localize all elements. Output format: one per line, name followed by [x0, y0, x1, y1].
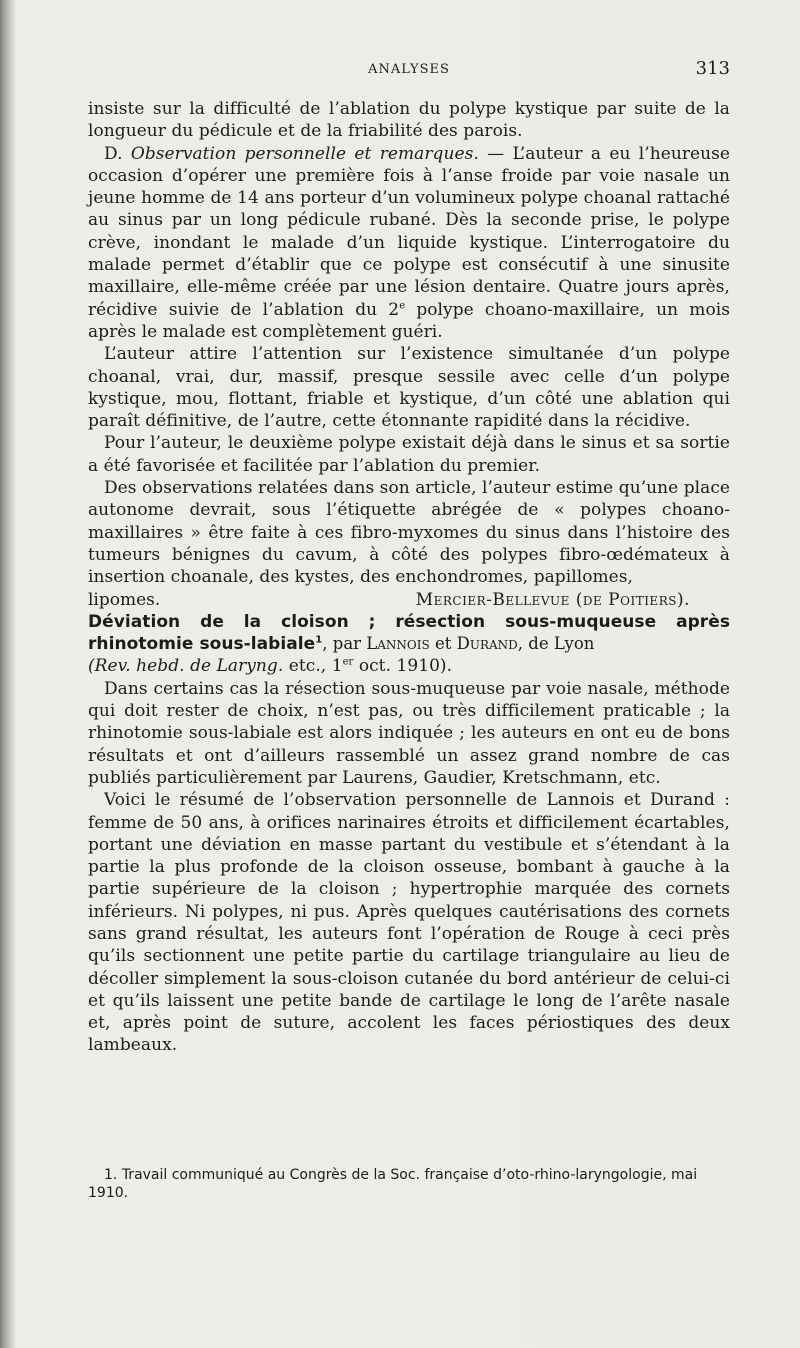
citation-date-sup: er	[342, 656, 354, 668]
byline-by: , par	[322, 634, 367, 654]
page-spine-shadow	[0, 0, 16, 1348]
paragraph-method: Dans certains cas la résection sous-muqueuse par voie nasale, méthode qui doit rester de choix, n’est pas, ou très difficilement praticable ; la rhinotomie sous-labiale est alors indiquée ; les auteurs en ont eu de bons résultats et ont d’ailleurs rassemblé un assez grand nombre de cas publiés particulièrement par Laurens, Gaudier, Kretschmann, etc.	[88, 678, 730, 788]
article-body	[88, 98, 730, 1057]
footnote-text: Travail communiqué au Congrès de la Soc. française d’oto-rhino-laryngologie, mai 1910.	[88, 1167, 698, 1201]
paragraph-case-summary: Voici le résumé de l’observation personnelle de Lannois et Durand : femme de 50 ans, à orifices narinaires étroits et difficilement écartables, portant une déviation en masse partant du vestibule et s’étendant à la partie la plus profonde de la cloison osseuse, bombant à gauche à la partie supérieure de la cloison ; hypertrophie marquée des cornets inférieurs. Ni polypes, ni pus. Après quelques cautérisations des cornets sans grand résultat, les auteurs font l’opération de Rouge à ceci près qu’ils sectionnent une petite partie du cartilage triangulaire au lieu de décoller simplement la sous-cloison cutanée du bord antérieur de celui-ci et qu’ils laissent une petite bande de cartilage le long de l’arête nasale et, après point de suture, accolent les faces périostiques des deux lambeaux.	[88, 790, 730, 1056]
ordinal-superscript: e	[399, 300, 406, 312]
paragraph-continuation: insiste sur la difficulté de l’ablation du polype kystique par suite de la longueur du pédicule et de la friabilité des parois.	[88, 99, 730, 142]
signature-line	[88, 589, 730, 611]
citation-date-pre: etc., 1	[283, 656, 343, 677]
article-heading	[88, 611, 730, 656]
citation-journal: (Rev. hebd. de Laryng.	[88, 656, 284, 677]
observation-tail: polype choano-maxillaire, un mois après le malade est complètement guéri.	[88, 299, 730, 342]
article-title: Déviation de la cloison ; résection sous-muqueuse après rhinotomie sous-labiale	[88, 611, 730, 655]
running-title: ANALYSES	[368, 62, 450, 77]
footnote-number: 1.	[104, 1167, 122, 1183]
page-number: 313	[695, 58, 730, 79]
observation-title: Observation personnelle et remarques.	[130, 143, 479, 164]
running-head	[88, 60, 730, 80]
footnote	[88, 1166, 730, 1202]
closing-word: lipomes.	[88, 589, 161, 610]
author-durand: Durand	[456, 634, 518, 654]
paragraph-attention: L’auteur attire l’attention sur l’existence simultanée d’un polype choanal, vrai, dur, massif, presque sessile avec celle d’un polype kystique, mou, flottant, friable et kystique, d’un côté une ablation qui paraît définitive, de l’autre, cette étonnante rapidité dans la récidive.	[88, 344, 730, 432]
author-place: , de Lyon	[517, 634, 595, 654]
observation-label: D.	[104, 143, 131, 164]
footnote-marker: 1	[315, 634, 323, 646]
paragraph-observation	[88, 143, 730, 344]
byline-and: et	[429, 634, 457, 654]
author-lannois: Lannois	[366, 634, 430, 654]
citation-date-post: oct. 1910).	[353, 656, 453, 677]
review-signature: Mercier-Bellevue (de Poitiers).	[415, 589, 690, 610]
paragraph-classification: Des observations relatées dans son article, l’auteur estime qu’une place autonome devrait, sous l’étiquette abrégée de « polypes choano-maxillaires » être faite à ces fibro-myxomes du sinus dans l’histoire des tumeurs bénignes du cavum, à côté des polypes fibro-œdémateux à insertion choanale, des kystes, des enchondromes, papillomes,	[88, 478, 730, 588]
article-citation	[88, 655, 730, 677]
paragraph-second-polyp: Pour l’auteur, le deuxième polype existait déjà dans le sinus et sa sortie a été favorisée et facilitée par l’ablation du premier.	[88, 433, 730, 476]
observation-text: — L’auteur a eu l’heureuse occasion d’opérer une première fois à l’anse froide par voie nasale un jeune homme de 14 ans porteur d’un volumineux polype choanal rattaché au sinus par un long pédicule rubané. Dès la seconde prise, le polype crève, inondant le malade d’un liquide kystique. L’interrogatoire du malade permet d’établir que ce polype est consécutif à une sinusite maxillaire, elle-même créée par une lésion dentaire. Quatre jours après, récidive suivie de l’ablation du 2	[88, 143, 731, 320]
